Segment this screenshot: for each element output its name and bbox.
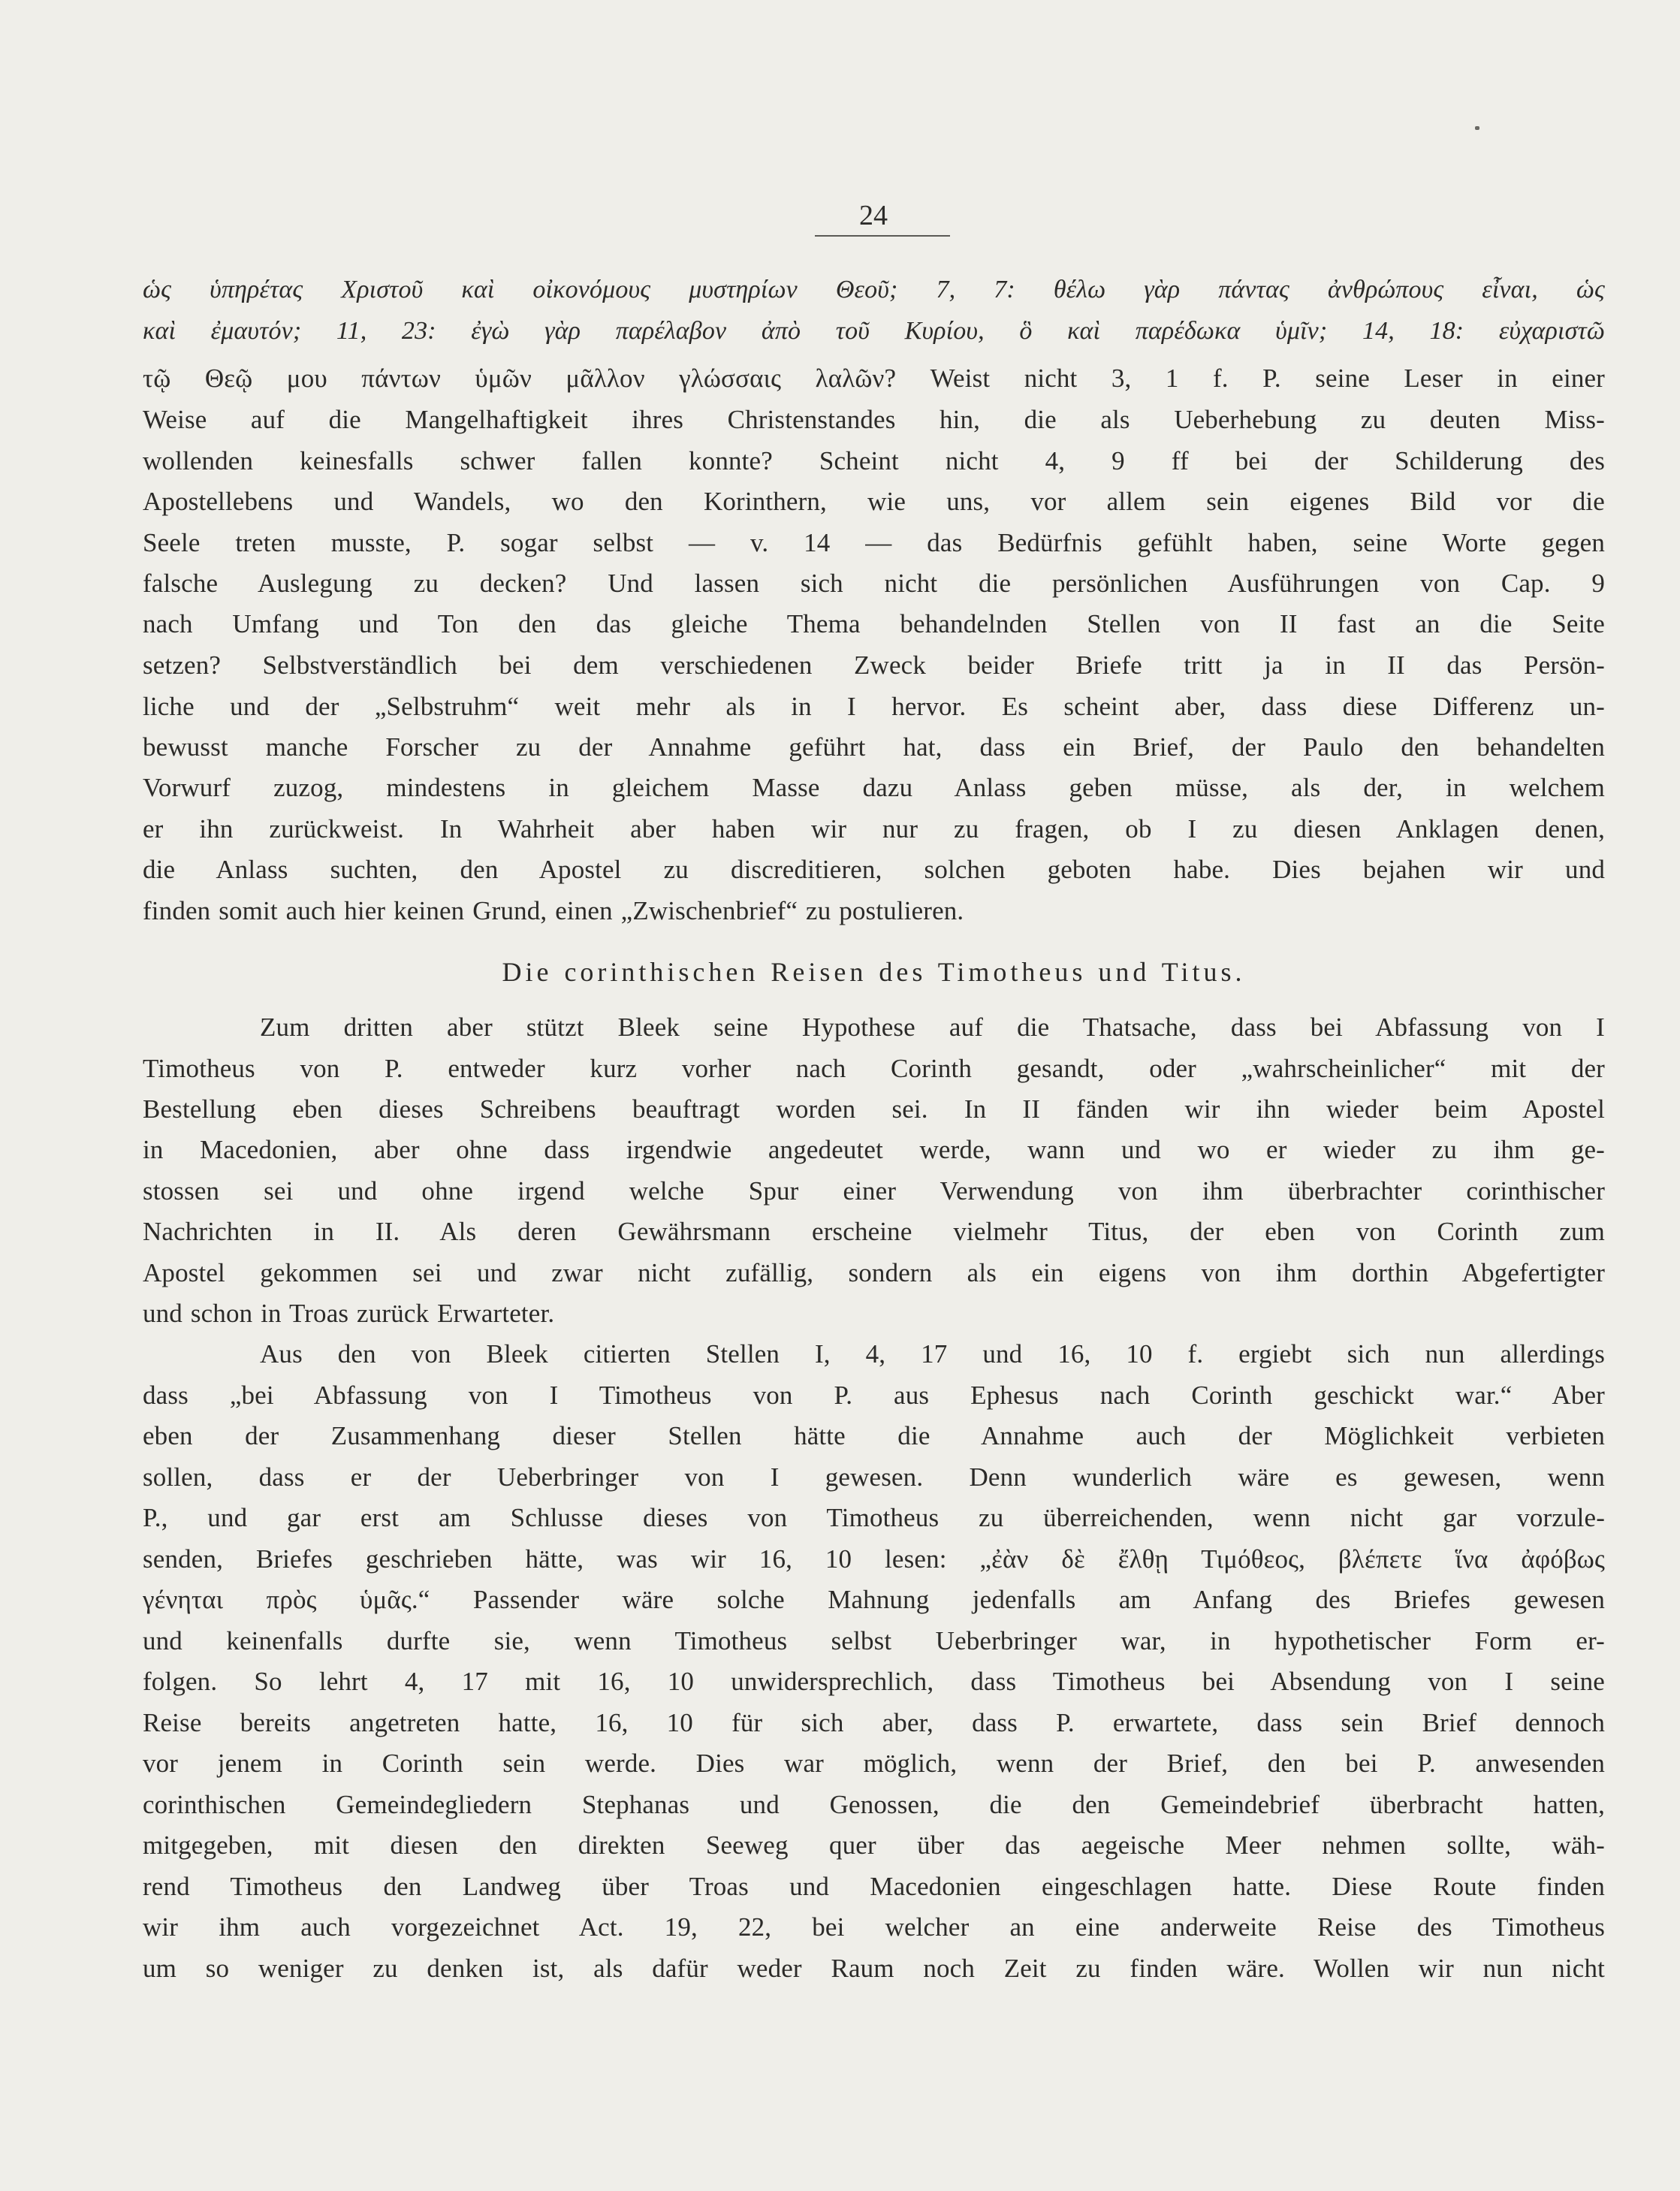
text-line: Reise bereits angetreten hatte, 16, 10 für sich aber, dass P. erwartete, dass sein Brief dennoch bbox=[143, 1708, 1605, 1737]
text-line: Aus den von Bleek citierten Stellen I, 4, 17 und 16, 10 f. ergiebt sich nun allerdings bbox=[260, 1339, 1605, 1369]
text-line: Zum dritten aber stützt Bleek seine Hypothese auf die Thatsache, dass bei Abfassung von I bbox=[260, 1013, 1605, 1042]
text-line: τῷ Θεῷ μου πάντων ὑμῶν μᾶλλον γλώσσαις λαλῶν? Weist nicht 3, 1 f. P. seine Leser in einer bbox=[143, 364, 1605, 393]
text-line: καὶ ἐμαυτόν; 11, 23: ἐγὼ γὰρ παρέλαβον ἀπὸ τοῦ Κυρίου, ὃ καὶ παρέδωκα ὑμῖν; 14, 18: εὐχαριστῶ bbox=[143, 317, 1605, 345]
text-line: Bestellung eben dieses Schreibens beauftragt worden sei. In II fänden wir ihn wieder beim Apostel bbox=[143, 1094, 1605, 1124]
text-line: bewusst manche Forscher zu der Annahme geführt hat, dass ein Brief, der Paulo den behandelten bbox=[143, 732, 1605, 762]
text-line: Seele treten musste, P. sogar selbst — v. 14 — das Bedürfnis gefühlt haben, seine Worte gegen bbox=[143, 528, 1605, 557]
text-line: die Anlass suchten, den Apostel zu discreditieren, solchen geboten habe. Dies bejahen wir und bbox=[143, 855, 1605, 884]
text-line: Vorwurf zuzog, mindestens in gleichem Masse dazu Anlass geben müsse, als der, in welchem bbox=[143, 773, 1605, 802]
text-line: Timotheus von P. entweder kurz vorher nach Corinth gesandt, oder „wahrscheinlicher“ mit der bbox=[143, 1054, 1605, 1083]
text-line: stossen sei und ohne irgend welche Spur einer Verwendung von ihm überbrachter corinthischer bbox=[143, 1176, 1605, 1206]
text-line: und schon in Troas zurück Erwarteter. bbox=[143, 1299, 555, 1328]
text-line: γένηται πρὸς ὑμᾶς.“ Passender wäre solche Mahnung jedenfalls am Anfang des Briefes gewesen bbox=[143, 1585, 1605, 1614]
text-line: Nachrichten in II. Als deren Gewährsmann erscheine vielmehr Titus, der eben von Corinth zum bbox=[143, 1217, 1605, 1246]
text-line: senden, Briefes geschrieben hätte, was wir 16, 10 lesen: „ἐὰν δὲ ἔλθῃ Τιμόθεος, βλέπετε ἵνα ἀφόβως bbox=[143, 1544, 1605, 1574]
text-line: er ihn zurückweist. In Wahrheit aber haben wir nur zu fragen, ob I zu diesen Anklagen denen, bbox=[143, 814, 1605, 844]
section-heading: Die corinthischen Reisen des Timotheus und Titus. bbox=[502, 957, 1246, 987]
text-line: vor jenem in Corinth sein werde. Dies war möglich, wenn der Brief, den bei P. anwesenden bbox=[143, 1749, 1605, 1778]
text-line: mitgegeben, mit diesen den direkten Seeweg quer über das aegeische Meer nehmen sollte, wäh- bbox=[143, 1830, 1605, 1860]
page-number-rule bbox=[815, 235, 950, 237]
text-line: P., und gar erst am Schlusse dieses von Timotheus zu überreichenden, wenn nicht gar vorzule- bbox=[143, 1503, 1605, 1532]
page-number: 24 bbox=[859, 200, 888, 231]
text-line: falsche Auslegung zu decken? Und lassen sich nicht die persönlichen Ausführungen von Cap. 9 bbox=[143, 569, 1605, 598]
text-line: wir ihm auch vorgezeichnet Act. 19, 22, bei welcher an eine anderweite Reise des Timotheus bbox=[143, 1912, 1605, 1942]
text-line: rend Timotheus den Landweg über Troas und Macedonien eingeschlagen hatte. Diese Route finden bbox=[143, 1872, 1605, 1901]
text-line: nach Umfang und Ton den das gleiche Thema behandelnden Stellen von II fast an die Seite bbox=[143, 609, 1605, 638]
text-line: Apostel gekommen sei und zwar nicht zufällig, sondern als ein eigens von ihm dorthin Abgefertigter bbox=[143, 1258, 1605, 1287]
text-line: Apostellebens und Wandels, wo den Korinthern, wie uns, vor allem sein eigenes Bild vor die bbox=[143, 487, 1605, 516]
text-line: setzen? Selbstverständlich bei dem verschiedenen Zweck beider Briefe tritt ja in II das Persön- bbox=[143, 650, 1605, 680]
text-line: Weise auf die Mangelhaftigkeit ihres Christenstandes hin, die als Ueberhebung zu deuten Miss- bbox=[143, 405, 1605, 434]
text-line: eben der Zusammenhang dieser Stellen hätte die Annahme auch der Möglichkeit verbieten bbox=[143, 1421, 1605, 1450]
ink-speck bbox=[1475, 126, 1479, 130]
text-line bbox=[143, 1988, 1605, 2030]
text-line: sollen, dass er der Ueberbringer von I gewesen. Denn wunderlich wäre es gewesen, wenn bbox=[143, 1462, 1605, 1492]
text-line: um so weniger zu denken ist, als dafür weder Raum noch Zeit zu finden wäre. Wollen wir nun nicht bbox=[143, 1954, 1605, 1983]
text-line: finden somit auch hier keinen Grund, einen „Zwischenbrief“ zu postulieren. bbox=[143, 896, 964, 925]
text-line: corinthischen Gemeindegliedern Stephanas und Genossen, die den Gemeindebrief überbracht hatten, bbox=[143, 1790, 1605, 1819]
text-line: folgen. So lehrt 4, 17 mit 16, 10 unwidersprechlich, dass Timotheus bei Absendung von I seine bbox=[143, 1667, 1605, 1696]
text-line: ὡς ὑπηρέτας Χριστοῦ καὶ οἰκονόμους μυστηρίων Θεοῦ; 7, 7: θέλω γὰρ πάντας ἀνθρώπους εἶναι, ὡς bbox=[143, 276, 1605, 303]
text-line: in Macedonien, aber ohne dass irgendwie angedeutet werde, wann und wo er wieder zu ihm ge- bbox=[143, 1135, 1605, 1164]
text-line: wollenden keinesfalls schwer fallen konnte? Scheint nicht 4, 9 ff bei der Schilderung des bbox=[143, 446, 1605, 475]
text-line: dass „bei Abfassung von I Timotheus von P. aus Ephesus nach Corinth geschickt war.“ Aber bbox=[143, 1381, 1605, 1410]
text-line: liche und der „Selbstruhm“ weit mehr als in I hervor. Es scheint aber, dass diese Differenz un- bbox=[143, 692, 1605, 721]
text-line: und keinenfalls durfte sie, wenn Timotheus selbst Ueberbringer war, in hypothetischer Form er- bbox=[143, 1626, 1605, 1655]
